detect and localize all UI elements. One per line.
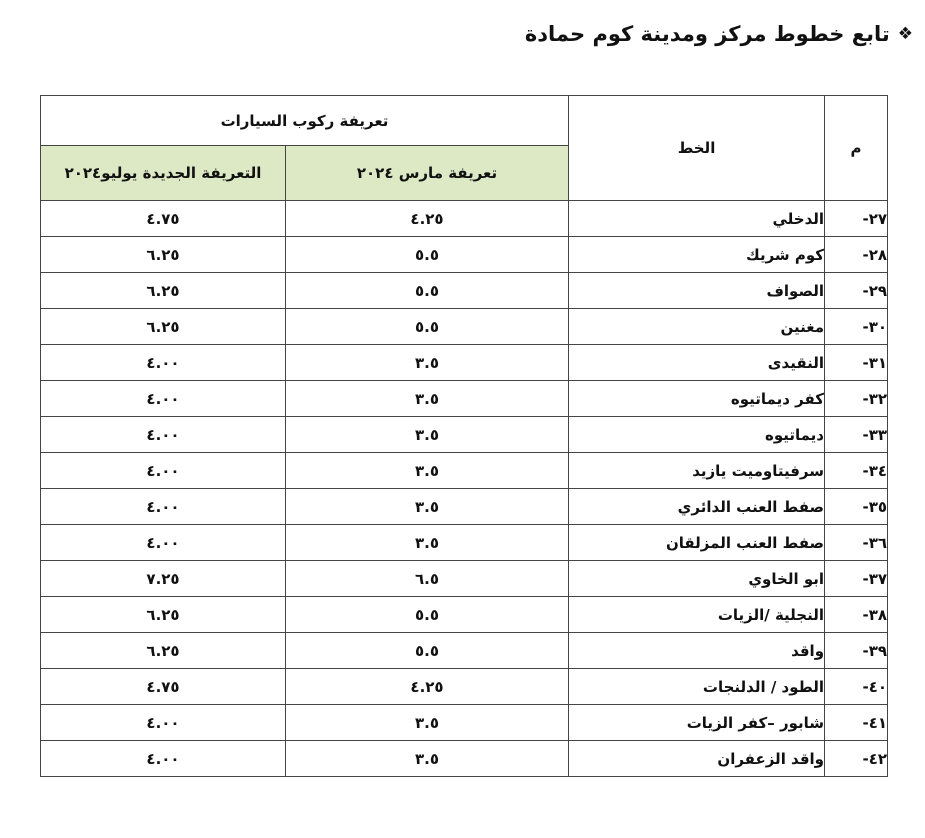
table-row — [41, 525, 888, 561]
column-header-line: الخط — [569, 96, 825, 201]
row-number: ٣٤- — [825, 453, 888, 489]
row-number: ٣٠- — [825, 309, 888, 345]
july-fare: ٦.٢٥ — [41, 237, 286, 273]
july-fare: ٤.٠٠ — [41, 417, 286, 453]
march-fare: ٣.٥ — [286, 453, 569, 489]
line-name: واقد الزعفران — [569, 741, 825, 777]
july-fare: ٤.٧٥ — [41, 201, 286, 237]
july-fare: ٤.٠٠ — [41, 525, 286, 561]
july-fare: ٤.٠٠ — [41, 741, 286, 777]
line-name: كوم شريك — [569, 237, 825, 273]
march-fare: ٣.٥ — [286, 705, 569, 741]
july-fare: ٤.٠٠ — [41, 345, 286, 381]
july-fare: ٦.٢٥ — [41, 273, 286, 309]
row-number: ٢٨- — [825, 237, 888, 273]
heading-text: تابع خطوط مركز ومدينة كوم حمادة — [524, 22, 890, 46]
column-group-header-fares: تعريفة ركوب السيارات — [41, 96, 569, 146]
row-number: ٣٩- — [825, 633, 888, 669]
column-header-march-fare: تعريفة مارس ٢٠٢٤ — [286, 146, 569, 201]
page-heading — [525, 22, 913, 46]
march-fare: ٤.٢٥ — [286, 201, 569, 237]
table-row — [41, 453, 888, 489]
table-row — [41, 309, 888, 345]
table-row — [41, 741, 888, 777]
row-number: ٢٩- — [825, 273, 888, 309]
table-row — [41, 201, 888, 237]
table-row — [41, 273, 888, 309]
july-fare: ٦.٢٥ — [41, 633, 286, 669]
july-fare: ٤.٠٠ — [41, 705, 286, 741]
march-fare: ٥.٥ — [286, 309, 569, 345]
march-fare: ٣.٥ — [286, 741, 569, 777]
july-fare: ٧.٢٥ — [41, 561, 286, 597]
line-name: الصواف — [569, 273, 825, 309]
line-name: شابور –كفر الزيات — [569, 705, 825, 741]
july-fare: ٤.٠٠ — [41, 489, 286, 525]
july-fare: ٤.٠٠ — [41, 453, 286, 489]
row-number: ٣٥- — [825, 489, 888, 525]
march-fare: ٦.٥ — [286, 561, 569, 597]
row-number: ٣٢- — [825, 381, 888, 417]
march-fare: ٥.٥ — [286, 633, 569, 669]
table-row — [41, 561, 888, 597]
row-number: ٤١- — [825, 705, 888, 741]
line-name: سرفيتاوميت يازيد — [569, 453, 825, 489]
diamond-bullet-icon: ❖ — [897, 24, 913, 44]
march-fare: ٣.٥ — [286, 489, 569, 525]
march-fare: ٥.٥ — [286, 273, 569, 309]
row-number: ٢٧- — [825, 201, 888, 237]
fares-table — [40, 95, 888, 777]
march-fare: ٥.٥ — [286, 597, 569, 633]
table-row — [41, 633, 888, 669]
table-row — [41, 597, 888, 633]
march-fare: ٤.٢٥ — [286, 669, 569, 705]
march-fare: ٣.٥ — [286, 345, 569, 381]
table-row — [41, 417, 888, 453]
march-fare: ٣.٥ — [286, 381, 569, 417]
column-header-number: م — [825, 96, 888, 201]
table-row — [41, 237, 888, 273]
table-row — [41, 381, 888, 417]
july-fare: ٤.٠٠ — [41, 381, 286, 417]
row-number: ٣٧- — [825, 561, 888, 597]
line-name: الدخلي — [569, 201, 825, 237]
line-name: الطود / الدلنجات — [569, 669, 825, 705]
line-name: صفط العنب المزلقان — [569, 525, 825, 561]
table-row — [41, 669, 888, 705]
table-row — [41, 705, 888, 741]
table-row — [41, 345, 888, 381]
row-number: ٤٢- — [825, 741, 888, 777]
march-fare: ٣.٥ — [286, 525, 569, 561]
line-name: واقد — [569, 633, 825, 669]
line-name: ديماتيوه — [569, 417, 825, 453]
row-number: ٤٠- — [825, 669, 888, 705]
line-name: النجلية /الزيات — [569, 597, 825, 633]
table-row — [41, 489, 888, 525]
line-name: كفر ديماتيوه — [569, 381, 825, 417]
line-name: مغنين — [569, 309, 825, 345]
row-number: ٣٣- — [825, 417, 888, 453]
line-name: صفط العنب الدائري — [569, 489, 825, 525]
row-number: ٣٨- — [825, 597, 888, 633]
column-header-july-fare: التعريفة الجديدة يوليو٢٠٢٤ — [41, 146, 286, 201]
line-name: النقيدى — [569, 345, 825, 381]
line-name: ابو الخاوي — [569, 561, 825, 597]
march-fare: ٥.٥ — [286, 237, 569, 273]
march-fare: ٣.٥ — [286, 417, 569, 453]
july-fare: ٦.٢٥ — [41, 597, 286, 633]
july-fare: ٤.٧٥ — [41, 669, 286, 705]
row-number: ٣١- — [825, 345, 888, 381]
july-fare: ٦.٢٥ — [41, 309, 286, 345]
row-number: ٣٦- — [825, 525, 888, 561]
